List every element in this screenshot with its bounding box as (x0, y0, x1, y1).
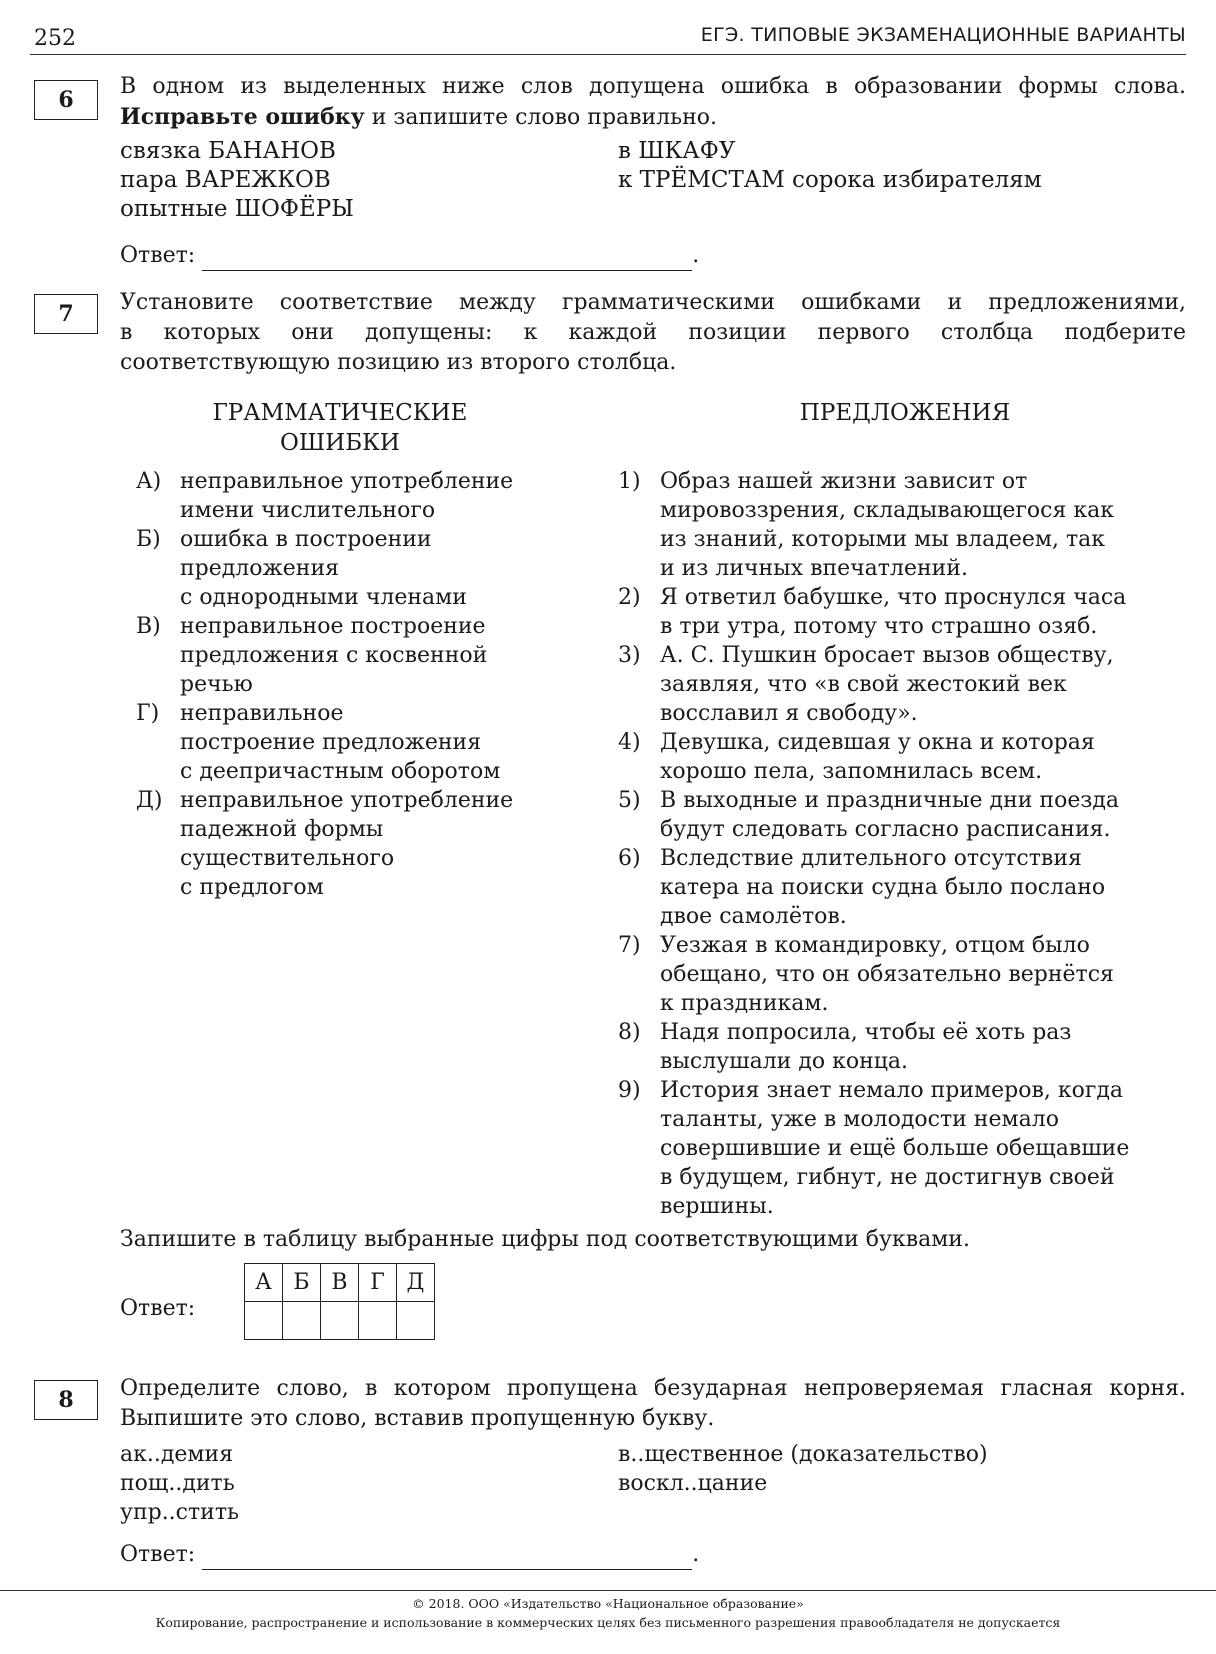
answer-col-header: Г (359, 1264, 397, 1302)
answer-col-header: А (245, 1264, 283, 1302)
footer-copyright: © 2018. ООО «Издательство «Национальное образование» (412, 1596, 804, 1611)
task-7-number-box: 7 (34, 294, 98, 334)
header-divider (30, 54, 1186, 55)
task-6-answer-field[interactable] (202, 246, 692, 271)
answer-table-input-row (245, 1302, 435, 1340)
sentence-text: Надя попросила, чтобы её хоть раз выслушали до конца. (660, 1020, 1072, 1074)
table-instruction: Запишите в таблицу выбранные цифры под соответствующими буквами. (120, 1227, 970, 1252)
task-6-number-box: 6 (34, 80, 98, 120)
sentence-label: 4) (618, 730, 641, 755)
sentence-label: 9) (618, 1078, 641, 1103)
sentence-label: 6) (618, 846, 641, 871)
footer-divider (0, 1590, 1216, 1591)
error-text: неправильное употребление имени числительного (180, 469, 514, 523)
error-label: Г) (136, 701, 160, 726)
task-8-answer-field[interactable] (202, 1545, 692, 1570)
task-6-word: опытные ШОФЁРЫ (120, 196, 354, 222)
answer-col-header: Б (283, 1264, 321, 1302)
error-label: В) (136, 614, 161, 639)
task-8-words-right (618, 1440, 988, 1498)
task-8-number-box: 8 (34, 1380, 98, 1420)
task-6-line-2-rest: и запишите слово правильно. (364, 105, 718, 130)
task-6-instruction (120, 72, 1186, 133)
task-8-word: в..щественное (доказательство) (618, 1442, 988, 1467)
task-6-word: пара ВАРЕЖКОВ (120, 167, 331, 193)
task-8-word: ак..демия (120, 1442, 234, 1467)
error-label: Б) (136, 527, 161, 552)
task-6-line-2 (120, 102, 1186, 133)
errors-heading-line: ОШИБКИ (280, 430, 400, 456)
sentences-column-heading: ПРЕДЛОЖЕНИЯ (799, 400, 1011, 426)
task-6-word: связка БАНАНОВ (120, 138, 336, 164)
task-6-bold-phrase: Исправьте ошибку (120, 104, 365, 130)
task-8-intro-line: Определите слово, в котором пропущена безударная непроверяемая гласная корня. (120, 1376, 1186, 1401)
page-number: 252 (34, 26, 76, 51)
sentence-text: В выходные и праздничные дни поезда будут следовать согласно расписания. (660, 788, 1120, 842)
sentence-label: 7) (618, 933, 641, 958)
task-6-words-right (618, 137, 1042, 195)
task-7-instruction (120, 288, 1186, 378)
answer-table-header-row (245, 1264, 435, 1302)
answer-cell-b[interactable] (283, 1302, 321, 1340)
sentence-text: Вследствие длительного отсутствия катера на поиски судна было послано двое самолётов. (660, 846, 1106, 929)
running-head: ЕГЭ. ТИПОВЫЕ ЭКЗАМЕНАЦИОННЫЕ ВАРИАНТЫ (700, 24, 1186, 46)
error-text: ошибка в построении предложения с однородными членами (180, 527, 467, 610)
sentence-label: 3) (618, 643, 641, 668)
error-label: А) (136, 469, 162, 494)
answer-cell-a[interactable] (245, 1302, 283, 1340)
error-text: неправильное употребление падежной формы существительного с предлогом (180, 788, 514, 900)
sentence-label: 8) (618, 1020, 641, 1045)
task-7-intro-line: соответствующую позицию из второго столбца. (120, 350, 677, 375)
task-6-words-left (120, 137, 354, 224)
sentence-label: 2) (618, 585, 641, 610)
task-8-intro-line: Выпишите это слово, вставив пропущенную букву. (120, 1406, 715, 1431)
task-7-intro-line: Установите соответствие между грамматическими ошибками и предложениями, (120, 290, 1186, 315)
task-6-word: к ТРЁМСТАМ сорока избирателям (618, 167, 1042, 193)
task-6-line-1: В одном из выделенных ниже слов допущена ошибка в образовании формы слова. (120, 74, 1186, 99)
error-text: неправильное построение предложения с деепричастным оборотом (180, 701, 501, 784)
error-text: неправильное построение предложения с косвенной речью (180, 614, 488, 697)
answer-cell-d[interactable] (397, 1302, 435, 1340)
footer-notice: Копирование, распространение и использование в коммерческих целях без письменного разрешения правообладателя не допускается (155, 1615, 1061, 1630)
sentence-text: Девушка, сидевшая у окна и которая хорошо пела, запомнилась всем. (660, 730, 1095, 784)
task-7-answer-table (244, 1263, 435, 1340)
sentence-label: 1) (618, 469, 641, 494)
task-8-words-left (120, 1440, 239, 1527)
task-8-word: упр..стить (120, 1500, 239, 1525)
answer-col-header: В (321, 1264, 359, 1302)
sentence-text: Уезжая в командировку, отцом было обещано, что он обязательно вернётся к праздникам. (660, 933, 1114, 1016)
task-7-answer-label: Ответ: (120, 1296, 196, 1321)
sentence-text: А. С. Пушкин бросает вызов обществу, заявляя, что «в свой жестокий век восславил я свободу». (660, 643, 1114, 726)
errors-column-heading (140, 398, 540, 458)
error-label: Д) (136, 788, 163, 813)
sentence-text: История знает немало примеров, когда таланты, уже в молодости немало совершившие и ещё больше обещавшие в будущем, гибнут, не достигнув своей вершины. (660, 1078, 1130, 1219)
answer-cell-v[interactable] (321, 1302, 359, 1340)
task-8-answer: Ответ: . (120, 1540, 699, 1570)
task-7-intro-line: в которых они допущены: к каждой позиции первого столбца подберите (120, 320, 1186, 345)
sentence-text: Я ответил бабушке, что проснулся часа в три утра, потому что страшно озяб. (660, 585, 1127, 639)
answer-cell-g[interactable] (359, 1302, 397, 1340)
task-6-word: в ШКАФУ (618, 138, 736, 164)
sentence-text: Образ нашей жизни зависит от мировоззрения, складывающегося как из знаний, которыми мы владеем, так и из личных впечатлений. (660, 469, 1114, 581)
errors-heading-line: ГРАММАТИЧЕСКИЕ (212, 400, 468, 426)
task-8-instruction (120, 1374, 1186, 1434)
task-8-word: пощ..дить (120, 1471, 235, 1496)
task-6-answer-label: Ответ: (120, 243, 196, 268)
task-6-answer: Ответ: . (120, 241, 699, 271)
sentence-label: 5) (618, 788, 641, 813)
answer-col-header: Д (397, 1264, 435, 1302)
task-8-answer-label: Ответ: (120, 1542, 196, 1567)
task-8-word: воскл..цание (618, 1471, 768, 1496)
